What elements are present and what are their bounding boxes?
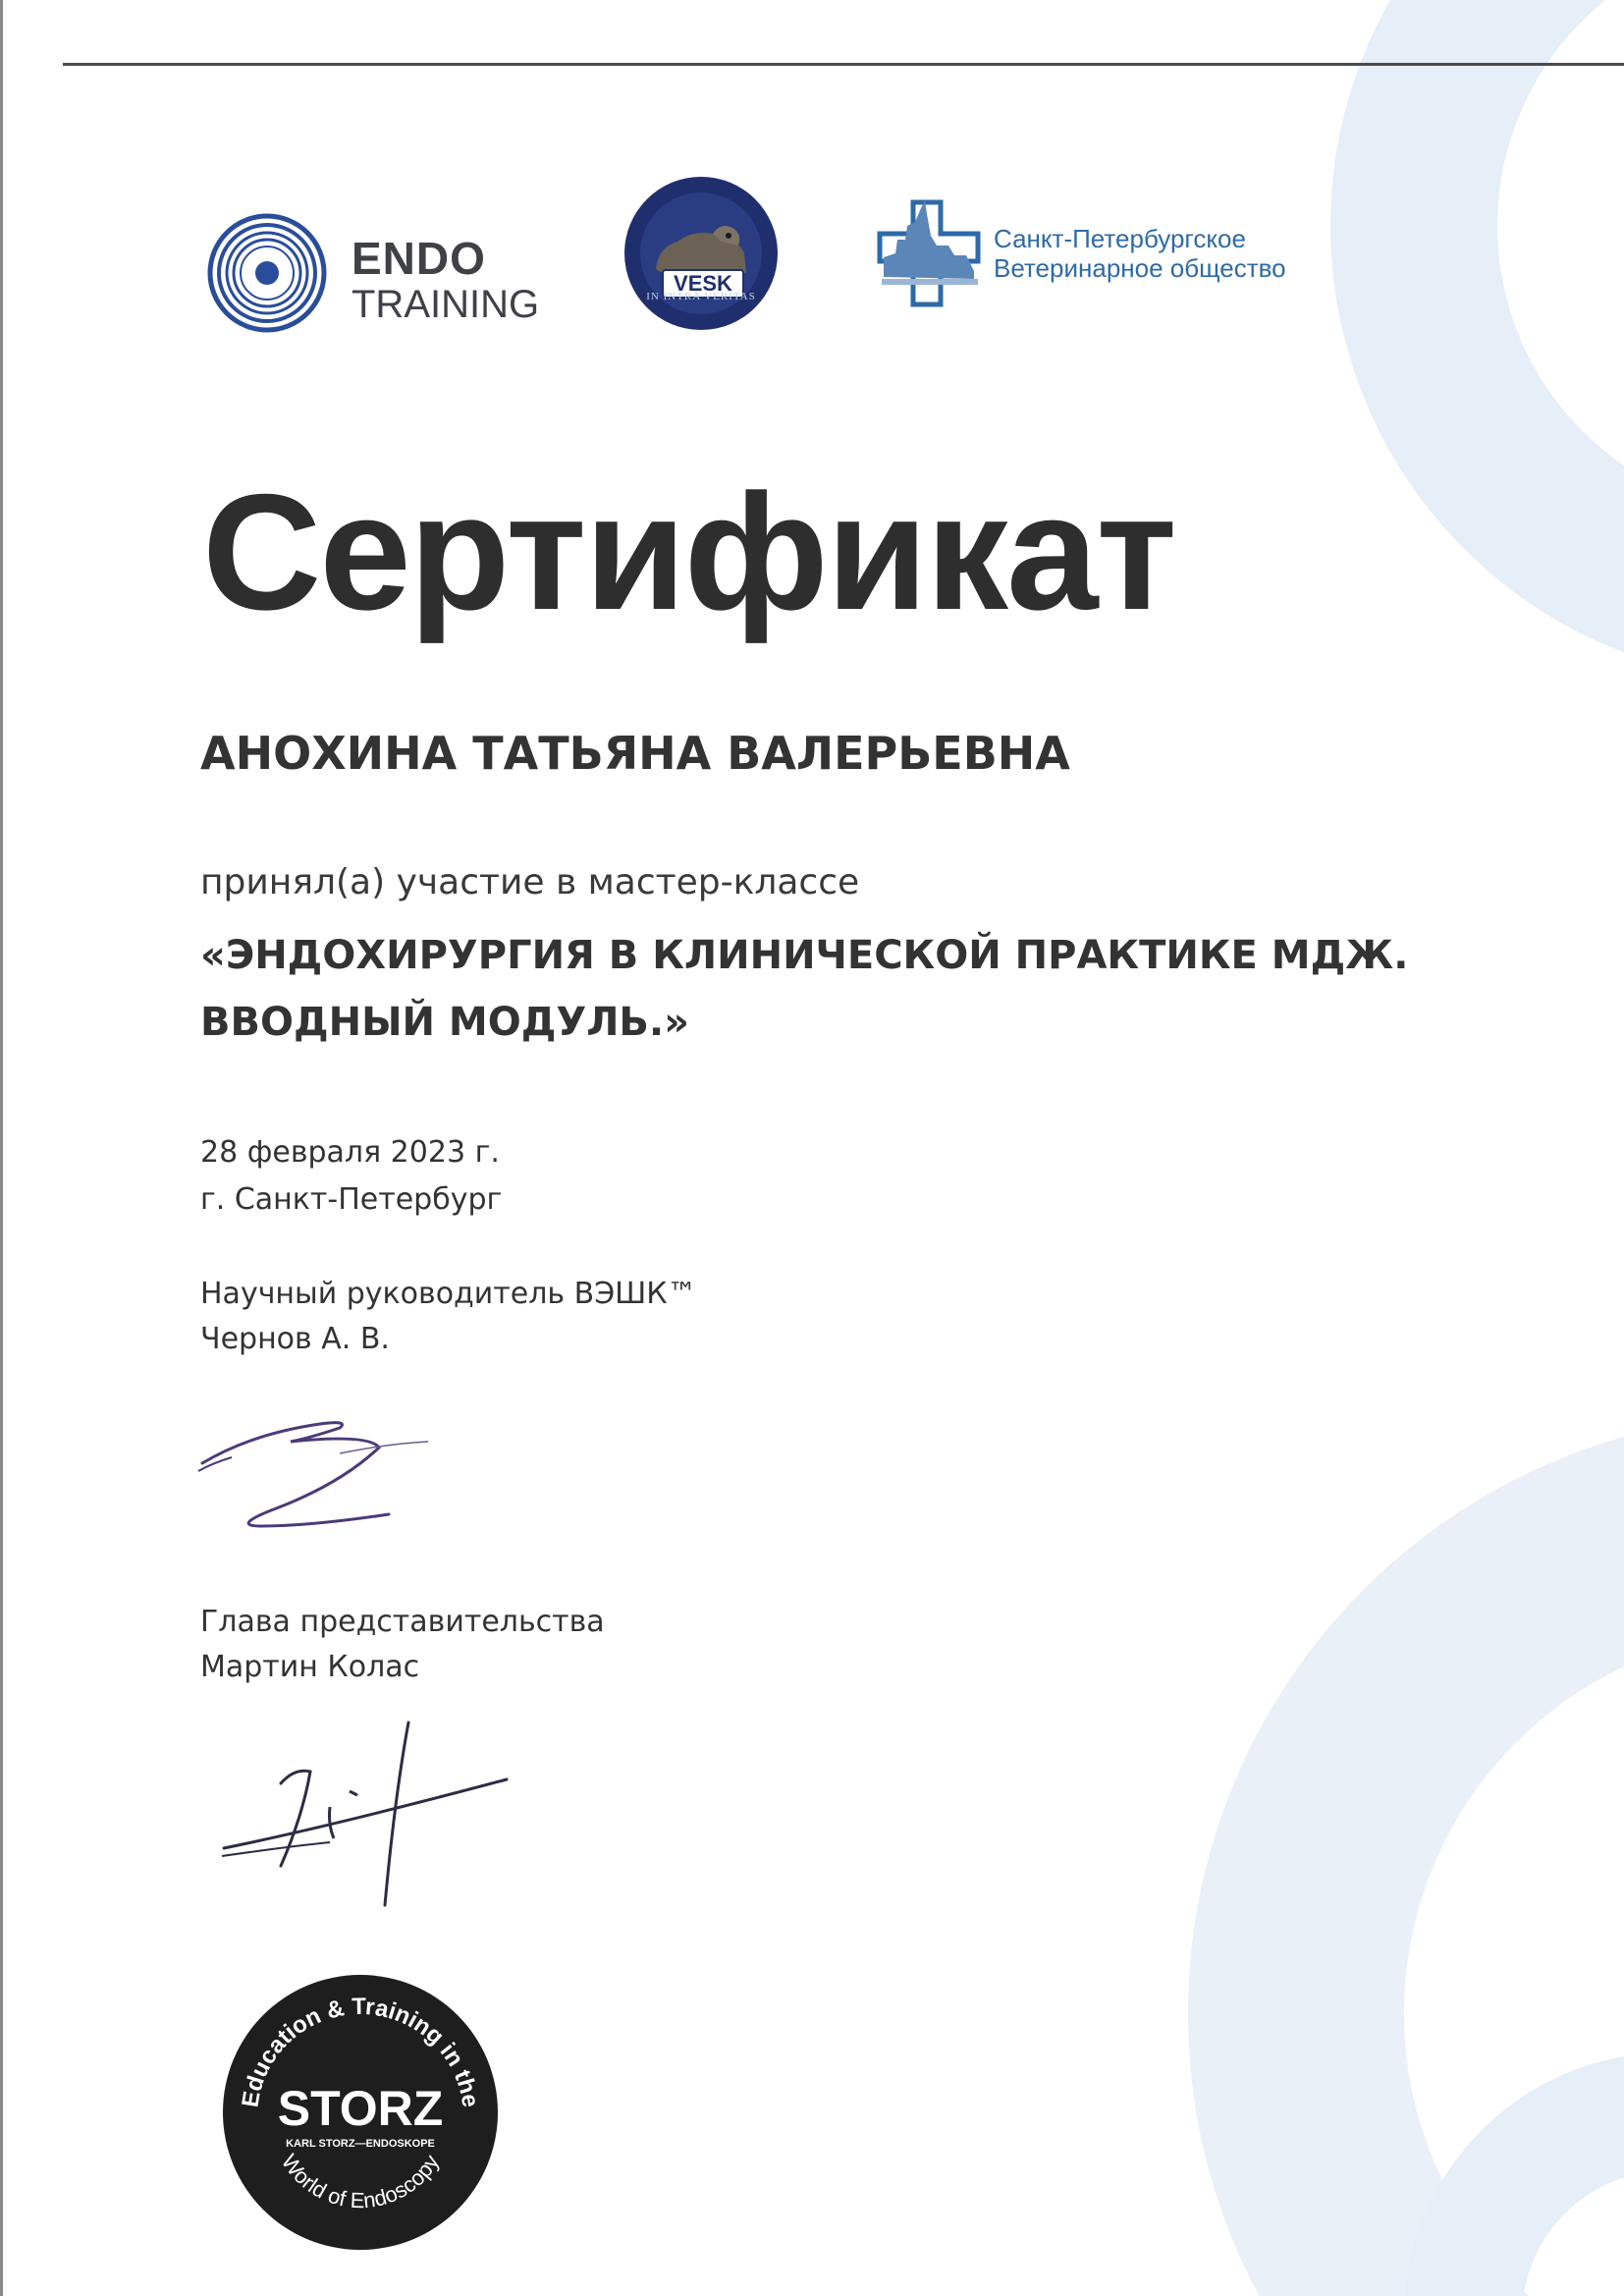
endo-word: ENDO: [352, 233, 486, 284]
supervisor-signature: [192, 1394, 448, 1542]
participation-text: принял(а) участие в мастер-классе: [200, 862, 860, 902]
certificate-title: Сертификат: [202, 460, 1175, 644]
spb-society-name-line1: Санкт-Петербургское: [994, 224, 1246, 253]
vesk-logo: [623, 175, 780, 332]
seal-brand: STORZ: [277, 2081, 444, 2136]
training-word: TRAINING: [352, 283, 540, 326]
course-title-line2: ВВОДНЫЙ МОДУЛЬ.»: [200, 1000, 689, 1045]
recipient-name: АНОХИНА ТАТЬЯНА ВАЛЕРЬЕВНА: [200, 727, 1070, 780]
top-rule: [63, 63, 1624, 66]
course-title-line1: «ЭНДОХИРУРГИЯ В КЛИНИЧЕСКОЙ ПРАКТИКЕ МДЖ.: [200, 933, 1409, 978]
vesk-label: VESK: [662, 269, 744, 299]
head-signature: [212, 1709, 526, 1915]
spb-cross-icon: [876, 196, 984, 314]
scan-edge: [0, 0, 3, 2296]
head-title: Глава представительства: [200, 1605, 605, 1639]
endo-training-logo: [204, 208, 538, 336]
event-city: г. Санкт-Петербург: [200, 1182, 503, 1217]
spb-society-name-line2: Ветеринарное общество: [994, 253, 1286, 283]
seal-top-text: Education & Training in the: [237, 1993, 484, 2109]
event-date: 28 февраля 2023 г.: [200, 1135, 500, 1170]
head-name: Мартин Колас: [200, 1650, 420, 1684]
seal-bottom-text: World of Endoscopy: [276, 2150, 445, 2214]
endo-target-icon: [204, 208, 332, 336]
seal-subbrand: KARL STORZ—ENDOSKOPE: [286, 2138, 435, 2150]
vesk-emblem-icon: [623, 175, 780, 332]
supervisor-name: Чернов А. В.: [200, 1322, 390, 1356]
vesk-motto: IN INTRA VERITAS: [646, 291, 756, 302]
supervisor-title: Научный руководитель ВЭШК™: [200, 1277, 697, 1311]
spb-vet-society-logo: [876, 196, 1327, 314]
storz-seal: [218, 1970, 503, 2255]
